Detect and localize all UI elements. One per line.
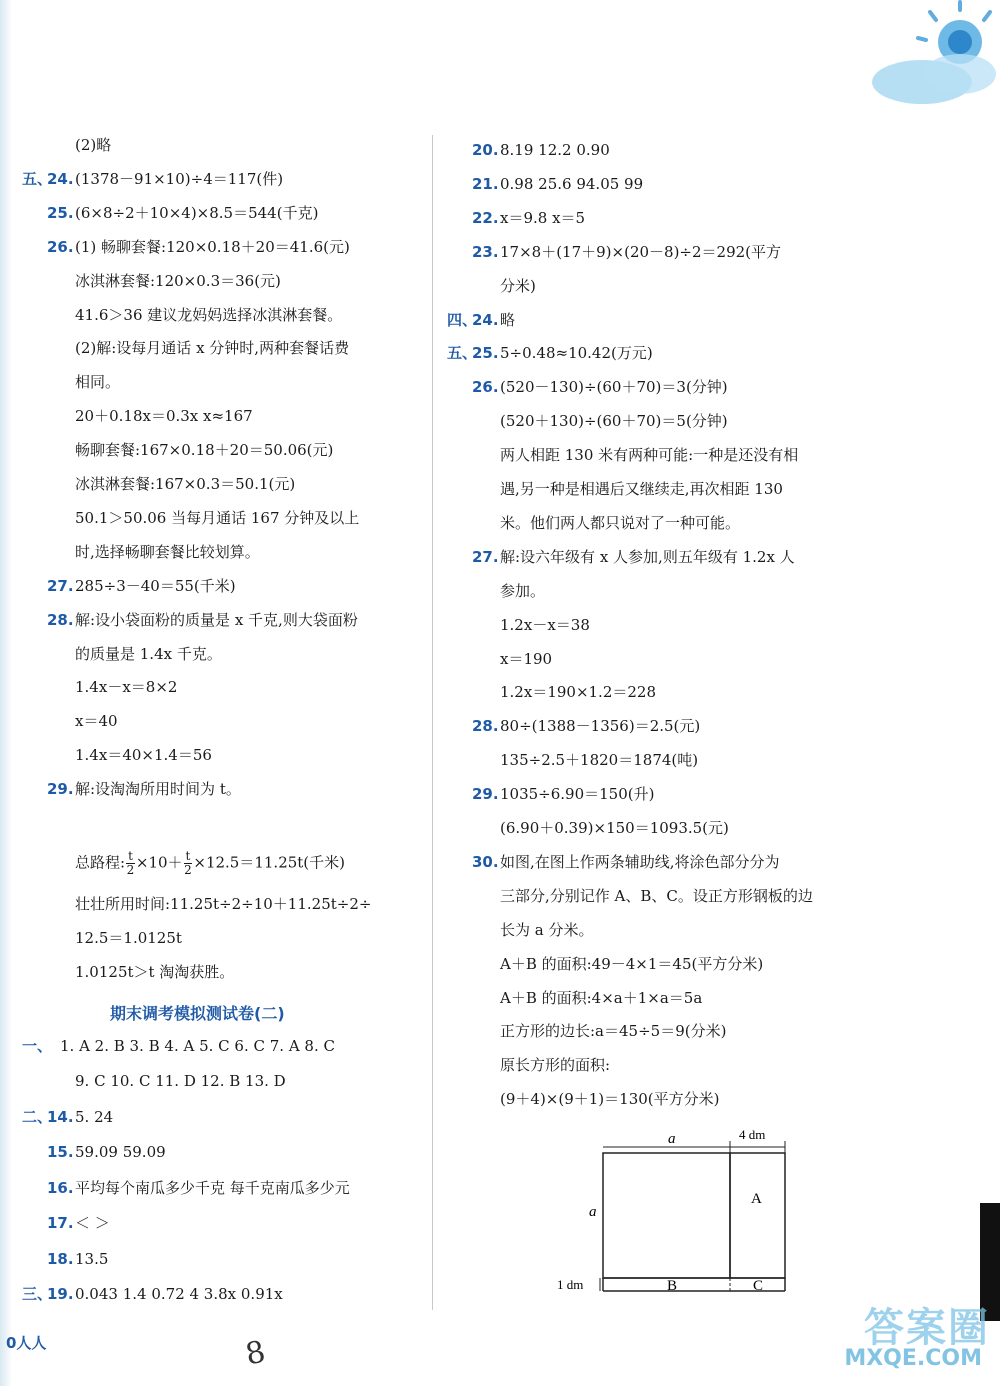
answer-line: 12.5＝1.0125t: [75, 929, 182, 947]
answer-line: 1.4x－x＝8×2: [75, 678, 178, 697]
section-marker: 一、: [22, 1037, 53, 1055]
question-number: 17.: [47, 1214, 74, 1232]
answer-line: (2)解:设每月通话 x 分钟时,两种套餐话费: [75, 339, 350, 358]
watermark-logo: 答案圈: [864, 1305, 990, 1351]
answer-line: (520－130)÷(60＋70)＝3(分钟): [500, 378, 728, 397]
question-number: 27.: [47, 576, 74, 595]
question-number: 24.: [472, 310, 499, 329]
answer-line: x＝40: [75, 712, 118, 731]
answer-line: 285÷3－40＝55(千米): [75, 576, 236, 595]
answer-line: 长为 a 分米。: [500, 920, 594, 939]
answer-line: 1.0125t＞t 淘淘获胜。: [75, 963, 235, 981]
answer-line: 1.2x－x＝38: [500, 615, 590, 634]
question-number: 22.: [472, 208, 499, 227]
answer-line: 如图,在图上作两条辅助线,将涂色部分分为: [500, 852, 780, 871]
section-marker: 五、: [447, 344, 478, 363]
answer-line: 17×8＋(17＋9)×(20－8)÷2＝292(平方: [500, 242, 782, 261]
question-number: 18.: [47, 1249, 74, 1268]
answer-line: 80÷(1388－1356)＝2.5(元): [500, 717, 701, 736]
page-number: 0人人: [6, 1334, 47, 1352]
fraction-t-over-2-b: $\frac{t}{2}$: [184, 849, 192, 877]
answer-line: (6×8÷2＋10×4)×8.5＝544(千克): [75, 203, 319, 222]
column-divider: [432, 135, 433, 1310]
answer-line: 5÷0.48≈10.42(万元): [500, 344, 653, 363]
answer-line: 正方形的边长:a＝45÷5＝9(分米): [500, 1022, 727, 1041]
answer-line: 1. A 2. B 3. B 4. A 5. C 6. C 7. A 8. C: [60, 1037, 335, 1055]
answer-line: 1.4x＝40×1.4＝56: [75, 746, 212, 765]
section-marker: 三、: [22, 1285, 53, 1303]
answer-line: ＜ ＞: [75, 1214, 110, 1232]
answer-line: A＋B 的面积:4×a＋1×a＝5a: [500, 988, 703, 1007]
answer-line: 原长方形的面积:: [500, 1056, 611, 1075]
answer-line: 遇,另一种是相遇后又继续走,再次相距 130: [500, 480, 783, 498]
answer-line: 59.09 59.09: [75, 1143, 166, 1161]
handwritten-scribble: 8: [242, 1334, 269, 1373]
question-number: 23.: [472, 242, 499, 261]
answer-line: x＝9.8 x＝5: [500, 208, 586, 227]
sun-cloud-decoration: [860, 0, 1000, 110]
answer-line: 两人相距 130 米有两种可能:一种是还没有相: [500, 446, 799, 465]
answer-line: 9. C 10. C 11. D 12. B 13. D: [75, 1072, 286, 1090]
answer-line: 的质量是 1.4x 千克。: [75, 644, 222, 663]
answer-line: 0.043 1.4 0.72 4 3.8x 0.91x: [75, 1285, 283, 1303]
label-C: C: [753, 1278, 764, 1294]
answer-line: 5. 24: [75, 1107, 114, 1126]
answer-line: 米。他们两人都只说对了一种可能。: [500, 513, 741, 532]
answer-line: 平均每个南瓜多少千克 每千克南瓜多少元: [75, 1178, 350, 1197]
question-number: 26.: [472, 378, 499, 397]
answer-line: 0.98 25.6 94.05 99: [500, 174, 644, 193]
steel-plate-figure: [555, 1125, 805, 1300]
question-number: 16.: [47, 1178, 74, 1197]
answer-line: 冰淇淋套餐:167×0.3＝50.1(元): [75, 475, 296, 493]
answer-line: (1) 畅聊套餐:120×0.18＋20＝41.6(元): [75, 237, 350, 256]
label-1dm: 1 dm: [557, 1277, 584, 1292]
answer-line: 冰淇淋套餐:120×0.3＝36(元): [75, 271, 281, 290]
answer-line: x＝190: [500, 649, 553, 668]
question-number: 29.: [472, 785, 499, 804]
watermark-url: MXQE.COM: [844, 1346, 982, 1371]
question-number: 30.: [472, 852, 499, 871]
question-number: 27.: [472, 547, 499, 566]
answer-line: 相同。: [75, 373, 121, 392]
answer-line: 1.2x＝190×1.2＝228: [500, 683, 656, 702]
answer-line: A＋B 的面积:49－4×1＝45(平方分米): [500, 954, 764, 973]
answer-line: 壮壮所用时间:11.25t÷2÷10＋11.25t÷2÷: [75, 895, 372, 913]
square-plate: [603, 1153, 730, 1278]
answer-line: 解:设六年级有 x 人参加,则五年级有 1.2x 人: [500, 547, 795, 566]
fraction-t-over-2: $\frac{t}{2}$: [126, 849, 135, 877]
answer-line: 三部分,分别记作 A、B、C。设正方形钢板的边: [500, 886, 813, 905]
label-side-a: a: [589, 1204, 597, 1220]
answer-line: (520＋130)÷(60＋70)＝5(分钟): [500, 412, 728, 431]
question-number: 20.: [472, 141, 499, 159]
answer-line: 135÷2.5＋1820＝1874(吨): [500, 751, 699, 770]
answer-line: 解:设小袋面粉的质量是 x 千克,则大袋面粉: [75, 610, 358, 629]
page-edge-shadow: [0, 0, 12, 1386]
question-number: 25.: [472, 344, 499, 363]
answer-line: 50.1＞50.06 当每月通话 167 分钟及以上: [75, 508, 360, 527]
section-marker: 二、: [22, 1107, 53, 1126]
answer-line: 解:设淘淘所用时间为 t。: [75, 780, 241, 799]
answer-line: (1378－91×10)÷4＝117(件): [75, 169, 284, 188]
answer-line: 13.5: [75, 1249, 109, 1268]
answer-line: (9＋4)×(9＋1)＝130(平方分米): [500, 1090, 720, 1109]
label-top-4dm: 4 dm: [739, 1127, 766, 1142]
question-number: 26.: [47, 237, 74, 256]
question-number: 19.: [47, 1285, 74, 1303]
label-A: A: [751, 1191, 762, 1207]
section-marker: 五、: [22, 169, 53, 188]
answer-line: 畅聊套餐:167×0.18＋20＝50.06(元): [75, 441, 334, 460]
label-B: B: [667, 1278, 678, 1294]
section-marker: 四、: [447, 310, 478, 329]
answer-line: 时,选择畅聊套餐比较划算。: [75, 542, 260, 561]
question-number: 24.: [47, 169, 74, 188]
answer-line: 略: [500, 310, 516, 329]
total-path-end: ×12.5＝11.25t(千米): [193, 853, 346, 872]
answer-line: 41.6＞36 建议龙妈妈选择冰淇淋套餐。: [75, 305, 343, 324]
question-number: 29.: [47, 780, 74, 799]
answer-line: 分米): [500, 276, 536, 295]
label-top-a: a: [668, 1131, 676, 1147]
total-path-mid: ×10＋: [135, 853, 183, 872]
section-title: 期末调考模拟测试卷(二): [110, 1004, 285, 1023]
region-a: [730, 1153, 785, 1278]
question-number: 28.: [472, 717, 499, 736]
answer-line: 8.19 12.2 0.90: [500, 141, 610, 159]
answer-line: (2)略: [75, 136, 112, 154]
answer-line: 1035÷6.90＝150(升): [500, 785, 655, 804]
answer-line: (6.90＋0.39)×150＝1093.5(元): [500, 819, 729, 837]
question-number: 28.: [47, 610, 74, 629]
total-path-line: [75, 850, 345, 877]
total-path-label: 总路程:: [75, 853, 126, 872]
answer-line: 参加。: [500, 581, 546, 600]
question-number: 21.: [472, 174, 499, 193]
question-number: 25.: [47, 203, 74, 222]
question-number: 15.: [47, 1143, 74, 1161]
question-number: 14.: [47, 1107, 74, 1126]
answer-line: 20＋0.18x＝0.3x x≈167: [75, 407, 253, 426]
